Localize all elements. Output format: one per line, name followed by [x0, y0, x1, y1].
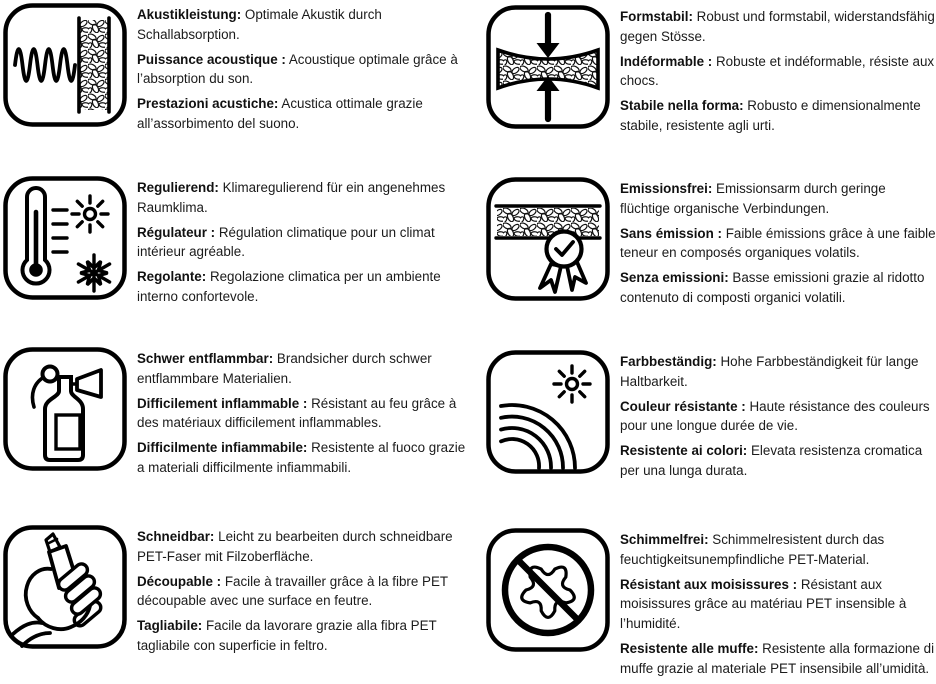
panel-colorfast — [486, 350, 936, 486]
panel-text-flame-retardant — [137, 347, 470, 483]
paragraph-fr: Indéformable : Robuste et indéformable, résiste aux chocs. — [620, 53, 935, 89]
paragraph-fr: Couleur résistante : Haute résistance des couleurs pour une longue durée de vie. — [620, 398, 930, 434]
panel-text-colorfast — [620, 350, 936, 486]
panel-climate-regulating — [3, 176, 470, 312]
thermometer-climate-icon — [3, 176, 127, 300]
paragraph-it: Regolante: Regolazione climatica per un ambiente interno confortevole. — [137, 269, 441, 304]
paragraph-it: Senza emissioni: Basse emissioni grazie al ridotto contenuto di composti organici volatili. — [620, 270, 925, 305]
paragraph-it: Stabile nella forma: Robusto e dimensionalmente stabile, resistente agli urti. — [620, 98, 921, 133]
no-mold-icon — [486, 528, 610, 652]
paragraph-de: Akustikleistung: Optimale Akustik durch Schallabsorption. — [137, 7, 382, 42]
panel-text-emission-free — [620, 177, 936, 313]
panel-cuttable — [3, 525, 470, 661]
paragraph-it: Resistente alle muffe: Resistente alla formazione di muffe grazie al materiale PET insensibile all’umidità. — [620, 640, 935, 676]
fire-extinguisher-icon — [3, 347, 127, 471]
panel-text-climate — [137, 176, 470, 312]
paragraph-de: Farbbeständig: Hohe Farbbeständigkeit für lange Haltbarkeit. — [620, 354, 919, 389]
paragraph-fr: Régulateur : Régulation climatique pour un climat intérieur agréable. — [137, 224, 435, 260]
panel-shape-stability — [486, 5, 936, 141]
hand-cutter-icon — [3, 525, 127, 649]
paragraph-de: Regulierend: Klimaregulierend für ein angenehmes Raumklima. — [137, 180, 446, 215]
panel-emission-free — [486, 177, 936, 313]
paragraph-it: Resistente ai colori: Elevata resistenza cromatica per una lunga durata. — [620, 443, 923, 478]
panel-acoustic-performance — [3, 3, 470, 139]
paragraph-fr: Résistant aux moisissures : Résistant aux moisissures grâce au matériau PET insensible à l’humidité. — [620, 576, 907, 632]
paragraph-de: Emissionsfrei: Emissionsarm durch geringe flüchtige organische Verbindungen. — [620, 181, 886, 216]
panel-flame-retardant — [3, 347, 470, 483]
panel-mold-free — [486, 528, 936, 684]
certified-material-icon — [486, 177, 610, 301]
compression-arrows-icon — [486, 5, 610, 129]
paragraph-it: Prestazioni acustiche: Acustica ottimale grazie all’assorbimento del suono. — [137, 96, 423, 131]
paragraph-fr: Puissance acoustique : Acoustique optimale grâce à l’absorption du son. — [137, 51, 458, 87]
panel-text-shape-stability — [620, 5, 936, 141]
paragraph-de: Formstabil: Robust und formstabil, widerstandsfähig gegen Stösse. — [620, 9, 935, 44]
sound-absorption-icon — [3, 3, 127, 127]
paragraph-fr: Découpable : Facile à travailler grâce à la fibre PET découpable avec une surface en feutre. — [137, 573, 448, 609]
paragraph-it: Difficilmente infiammabile: Resistente al fuoco grazie a materiali difficilmente infiammabili. — [137, 440, 466, 475]
paragraph-de: Schneidbar: Leicht zu bearbeiten durch schneidbare PET-Faser mit Filzoberfläche. — [137, 529, 453, 564]
paragraph-de: Schimmelfrei: Schimmelresistent durch das feuchtigkeitsunempfindliche PET-Material. — [620, 532, 885, 567]
rainbow-sun-icon — [486, 350, 610, 474]
panel-text-mold-free — [620, 528, 936, 684]
panel-text-acoustic — [137, 3, 470, 139]
paragraph-fr: Difficilement inflammable : Résistant au feu grâce à des matériaux difficilement inflammables. — [137, 395, 457, 431]
paragraph-fr: Sans émission : Faible émissions grâce à une faible teneur en composés organiques volatils. — [620, 225, 936, 261]
paragraph-de: Schwer entflammbar: Brandsicher durch schwer entflammbare Materialien. — [137, 351, 432, 386]
panel-text-cuttable — [137, 525, 470, 661]
paragraph-it: Tagliabile: Facile da lavorare grazie alla fibra PET tagliabile con superficie in feltro. — [137, 618, 437, 653]
